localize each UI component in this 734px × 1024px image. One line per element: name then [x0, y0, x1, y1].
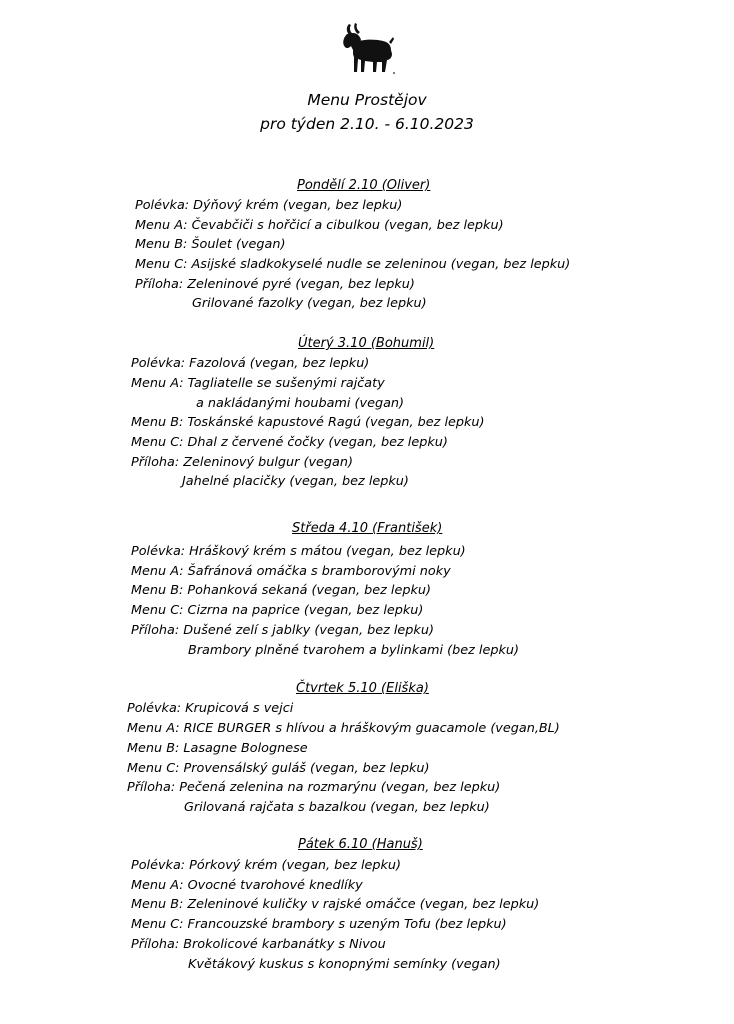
menu-line: Menu A: Ovocné tvarohové knedlíky	[131, 878, 363, 893]
menu-line: Menu A: Čevabčiči s hořčicí a cibulkou (vegan, bez lepku)	[135, 218, 504, 233]
menu-line: Polévka: Krupicová s vejci	[127, 701, 294, 716]
menu-line: Menu C: Asijské sladkokyselé nudle se zeleninou (vegan, bez lepku)	[135, 257, 571, 272]
menu-line: Brambory plněné tvarohem a bylinkami (bez lepku)	[188, 643, 519, 658]
menu-line: Příloha: Dušené zelí s jablky (vegan, bez lepku)	[131, 623, 434, 638]
menu-line: Příloha: Zeleninové pyré (vegan, bez lepku)	[135, 277, 415, 292]
menu-line: Menu C: Provensálský guláš (vegan, bez lepku)	[127, 761, 430, 776]
goat-logo-icon	[339, 22, 395, 76]
menu-line: Příloha: Zeleninový bulgur (vegan)	[131, 455, 353, 470]
day-heading: Pátek 6.10 (Hanuš)	[298, 837, 423, 852]
menu-line: Menu C: Francouzské brambory s uzeným Tofu (bez lepku)	[131, 917, 507, 932]
menu-line: Polévka: Fazolová (vegan, bez lepku)	[131, 356, 370, 371]
menu-line: Menu B: Šoulet (vegan)	[135, 237, 286, 252]
day-heading: Středa 4.10 (František)	[292, 521, 443, 536]
menu-line: Menu C: Dhal z červené čočky (vegan, bez lepku)	[131, 435, 448, 450]
menu-line: Grilovaná rajčata s bazalkou (vegan, bez lepku)	[184, 800, 490, 815]
day-heading: Pondělí 2.10 (Oliver)	[297, 178, 431, 193]
menu-week-range: pro týden 2.10. - 6.10.2023	[260, 115, 474, 133]
menu-line: Menu A: Šafránová omáčka s bramborovými noky	[131, 564, 451, 579]
menu-line: Grilované fazolky (vegan, bez lepku)	[192, 296, 427, 311]
menu-line: Menu B: Zeleninové kuličky v rajské omáčce (vegan, bez lepku)	[131, 897, 540, 912]
menu-line: Polévka: Dýňový krém (vegan, bez lepku)	[135, 198, 403, 213]
menu-line: Polévka: Pórkový krém (vegan, bez lepku)	[131, 858, 402, 873]
menu-line: Příloha: Brokolicové karbanátky s Nivou	[131, 937, 386, 952]
menu-line: Menu A: RICE BURGER s hlívou a hráškovým guacamole (vegan,BL)	[127, 721, 560, 736]
menu-line: a nakládanými houbami (vegan)	[196, 396, 405, 411]
menu-line: Menu B: Lasagne Bolognese	[127, 741, 308, 756]
day-heading: Úterý 3.10 (Bohumil)	[298, 336, 435, 351]
menu-line: Menu B: Toskánské kapustové Ragú (vegan, bez lepku)	[131, 415, 485, 430]
day-heading: Čtvrtek 5.10 (Eliška)	[296, 681, 429, 696]
menu-title: Menu Prostějov	[307, 91, 427, 109]
menu-line: Květákový kuskus s konopnými semínky (vegan)	[188, 957, 501, 972]
menu-line: Polévka: Hráškový krém s mátou (vegan, bez lepku)	[131, 544, 466, 559]
menu-line: Jahelné placičky (vegan, bez lepku)	[182, 474, 409, 489]
menu-line: Menu B: Pohanková sekaná (vegan, bez lepku)	[131, 583, 432, 598]
menu-line: Menu A: Tagliatelle se sušenými rajčaty	[131, 376, 385, 391]
menu-line: Příloha: Pečená zelenina na rozmarýnu (vegan, bez lepku)	[127, 780, 501, 795]
menu-line: Menu C: Cizrna na paprice (vegan, bez lepku)	[131, 603, 424, 618]
